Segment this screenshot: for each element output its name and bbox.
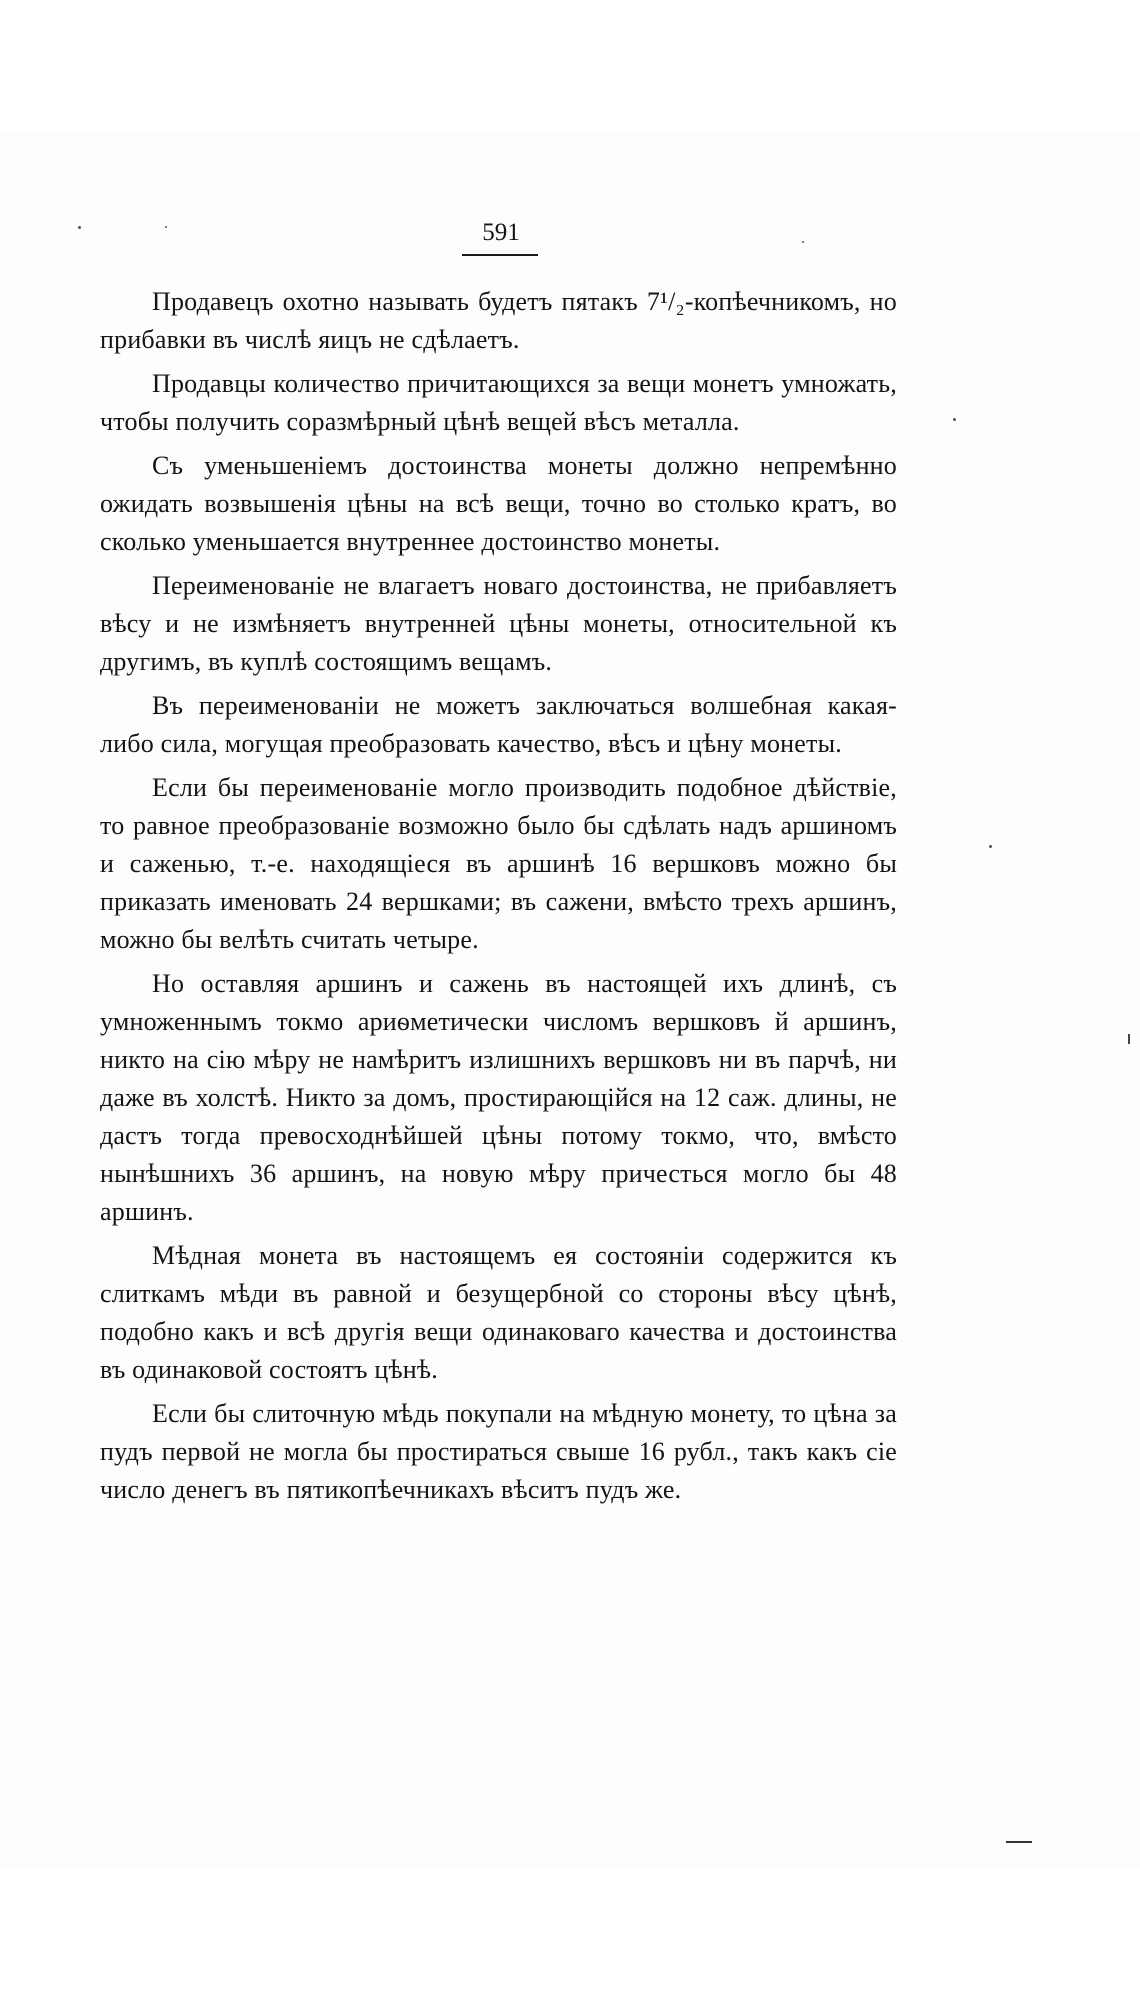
- margin-dash: [1006, 1841, 1032, 1843]
- scan-speck: [989, 845, 992, 848]
- paragraph: Съ уменьшеніемъ достоинства монеты должно непремѣнно ожидать возвышенія цѣны на всѣ вещи, точно во столько кратъ, во сколько уменьшается внутреннее достоинство монеты.: [100, 451, 897, 556]
- margin-mark: [1128, 1034, 1130, 1044]
- page-number-rule: [462, 254, 538, 256]
- scan-speck: [802, 241, 804, 243]
- paragraph: Если бы слиточную мѣдь покупали на мѣдную монету, то цѣна за пудъ первой не могла бы простираться свыше 16 рубл., такъ какъ сіе число денегъ въ пятикопѣечникахъ вѣситъ пудъ же.: [100, 1399, 897, 1504]
- paragraph: Мѣдная монета въ настоящемъ ея состояніи содержится къ слиткамъ мѣди въ равной и безущербной со стороны вѣсу цѣнѣ, подобно какъ и всѣ другія вещи одинаковаго качества и достоинства въ одинаковой состоятъ цѣнѣ.: [100, 1241, 897, 1384]
- paragraph: Но оставляя аршинъ и сажень въ настоящей ихъ длинѣ, съ умноженнымъ токмо ариѳметически числомъ вершковъ й аршинъ, никто на сію мѣру не намѣритъ излишнихъ вершковъ ни въ парчѣ, ни даже въ холстѣ. Никто за домъ, простирающійся на 12 саж. длины, не дастъ тогда превосходнѣйшей цѣны потому токмо, что, вмѣсто нынѣшнихъ 36 аршинъ, на новую мѣру причесться могло бы 48 аршинъ.: [100, 969, 897, 1226]
- paragraph: Въ переименованіи не можетъ заключаться волшебная какая-либо сила, могущая преобразовать качество, вѣсъ и цѣну монеты.: [100, 691, 897, 758]
- scan-speck: [165, 226, 167, 228]
- paragraph: Переименованіе не влагаетъ новаго достоинства, не прибавляетъ вѣсу и не измѣняетъ внутренней цѣны монеты, относительной къ другимъ, въ куплѣ состоящимъ вещамъ.: [100, 571, 897, 676]
- scan-speck: [953, 418, 956, 421]
- scan-speck: [78, 226, 81, 229]
- paragraph: Продавцы количество причитающихся за вещи монетъ умножать, чтобы получить соразмѣрный цѣнѣ вещей вѣсъ металла.: [100, 369, 897, 436]
- paragraph: Если бы переименованіе могло производить подобное дѣйствіе, то равное преобразованіе возможно было бы сдѣлать надъ аршиномъ и саженью, т.-е. находящіеся въ аршинѣ 16 вершковъ можно бы приказать именовать 24 вершками; въ сажени, вмѣсто трехъ аршинъ, можно бы велѣть считать четыре.: [100, 773, 897, 954]
- page-number: 591: [482, 219, 520, 246]
- body-text: [100, 283, 897, 1515]
- paragraph: Продавецъ охотно называть будетъ пятакъ 7¹/₂-копѣечникомъ, но прибавки въ числѣ яицъ не сдѣлаетъ.: [100, 287, 897, 354]
